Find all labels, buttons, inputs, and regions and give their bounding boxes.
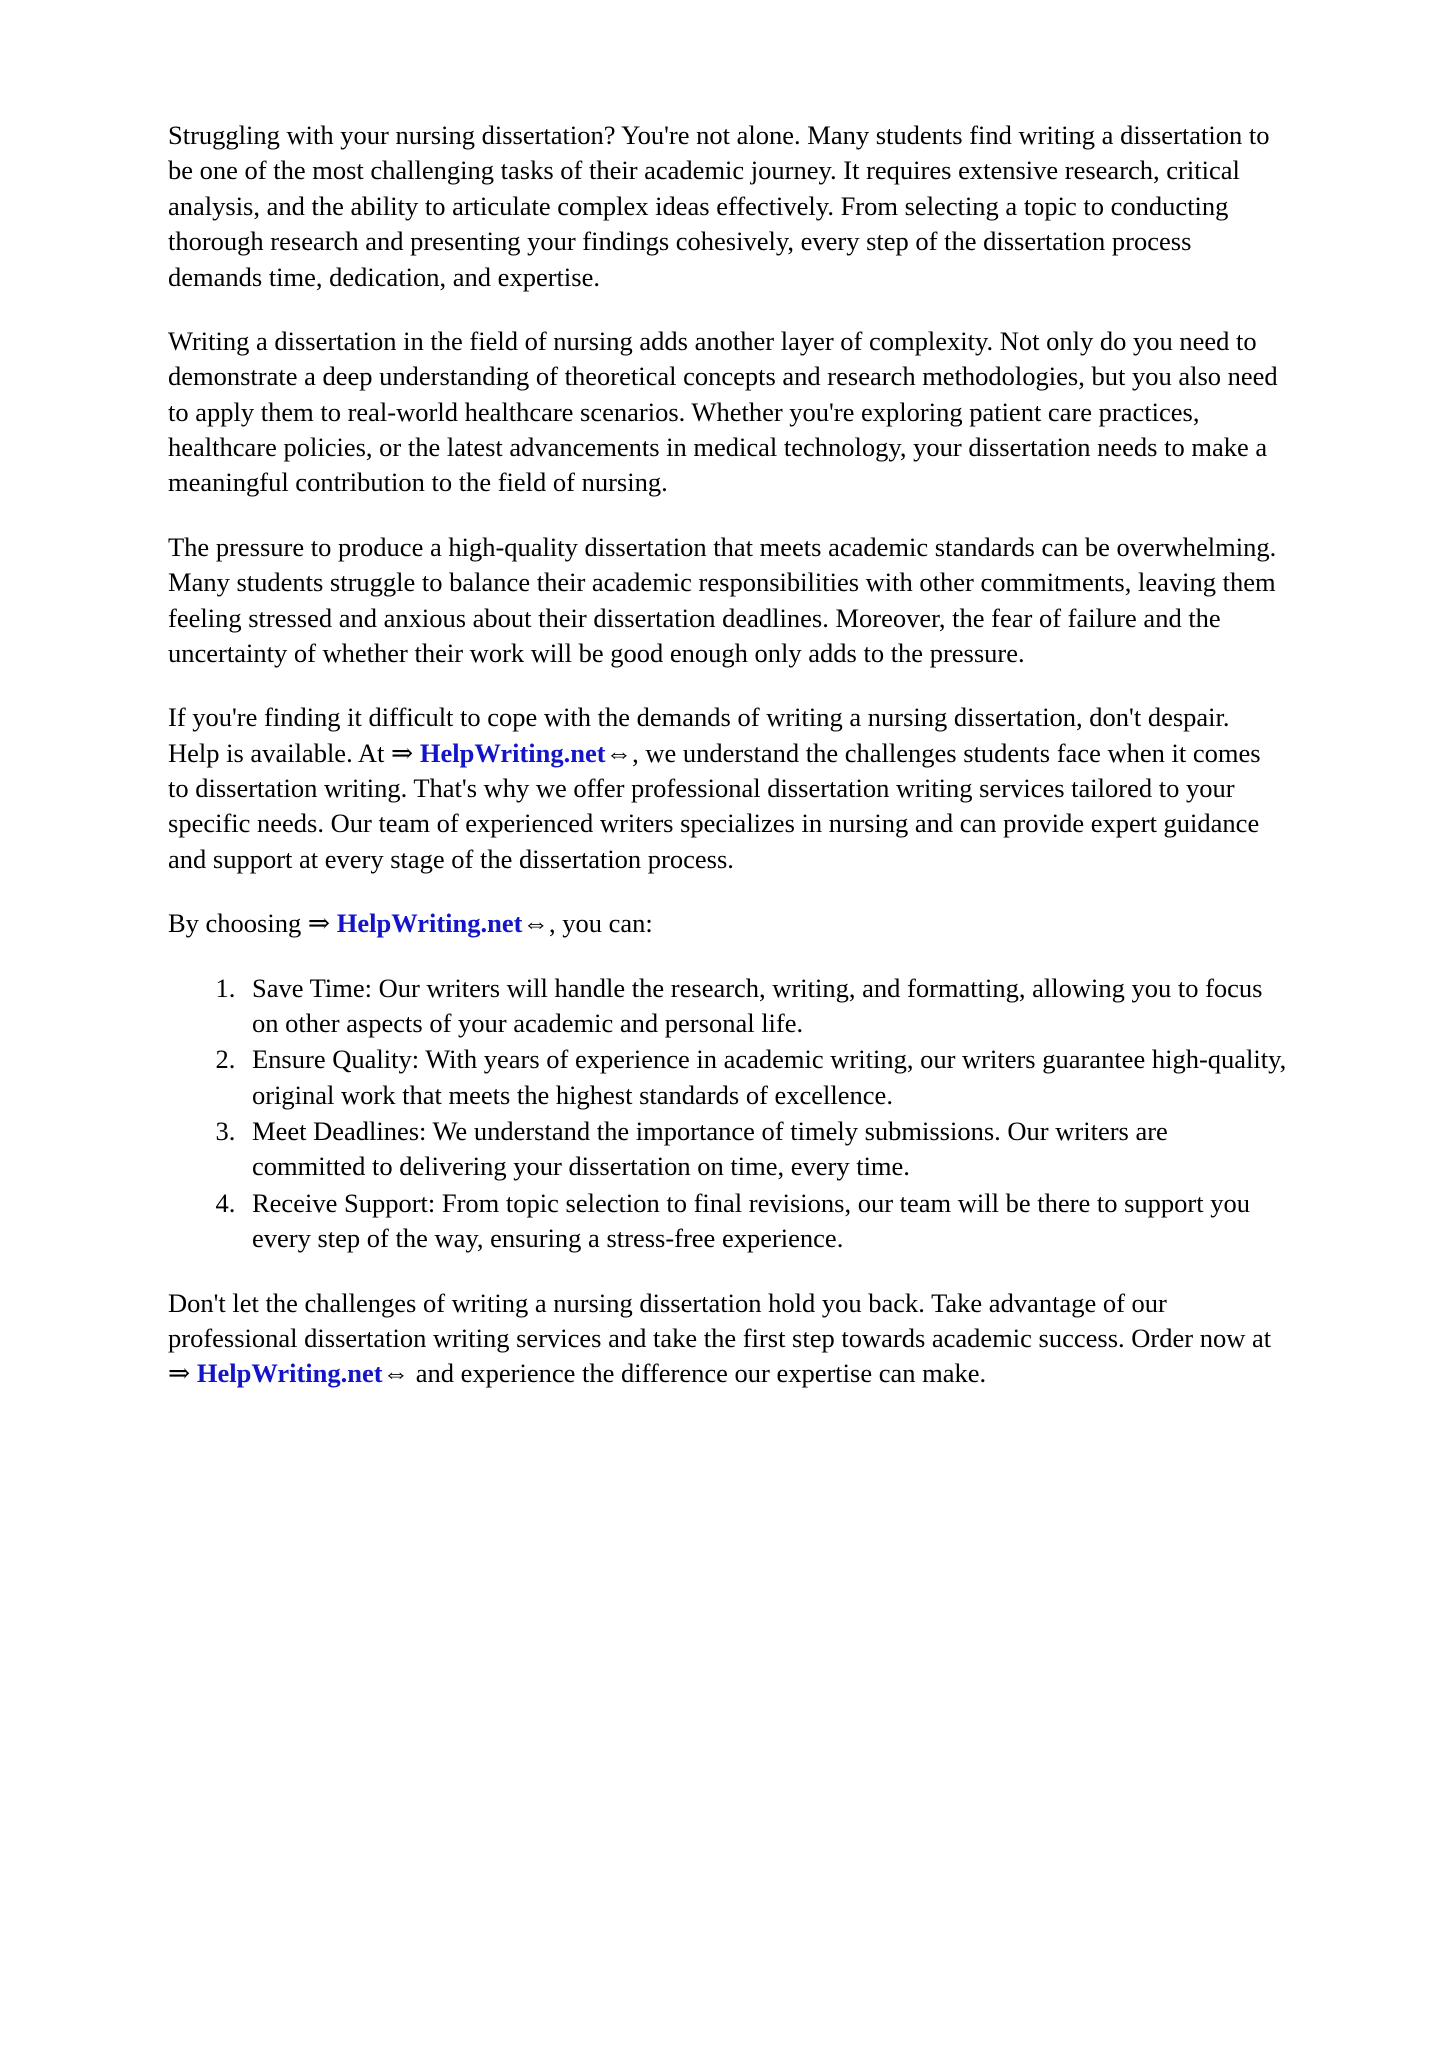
benefits-list bbox=[168, 971, 1287, 1257]
arrow-right-icon: ⇒ bbox=[168, 1358, 191, 1389]
paragraph-intro: Struggling with your nursing dissertation? You're not alone. Many students find writing a dissertation to be one of the most challenging tasks of their academic journey. It requires extensive research, critical analysis, and the ability to articulate complex ideas effectively. From selecting a topic to conducting thorough research and presenting your findings cohesively, every step of the dissertation process demands time, dedication, and expertise. bbox=[168, 120, 1270, 292]
paragraph-call-to-action bbox=[168, 1286, 1287, 1392]
paragraph-by-choosing-text-before: By choosing bbox=[168, 908, 308, 939]
paragraph-call-to-action-text-after: and experience the difference our expertise can make. bbox=[409, 1358, 987, 1389]
paragraph-help-available-text-before: If you're finding it difficult to cope with the demands of writing a nursing dissertation, don't despair. Help is available. At bbox=[168, 702, 1230, 768]
paragraph-nursing-complexity: Writing a dissertation in the field of nursing adds another layer of complexity. Not only do you need to demonstrate a deep understanding of theoretical concepts and research methodologies, but you also need to apply them to real-world healthcare scenarios. Whether you're exploring patient care practices, healthcare policies, or the latest advancements in medical technology, your dissertation needs to make a meaningful contribution to the field of nursing. bbox=[168, 325, 1278, 498]
helpwriting-link[interactable]: HelpWriting.net bbox=[196, 1358, 383, 1389]
paragraph-help-available-text-after: , we understand the challenges students face when it comes to dissertation writing. That's why we offer professional dissertation writing services tailored to your specific needs. Our team of experienced writers specializes in nursing and can provide expert guidance and support at every stage of the dissertation process. bbox=[168, 737, 1261, 874]
paragraph-by-choosing bbox=[168, 906, 1287, 941]
arrow-left-right-icon: ⇔ bbox=[605, 737, 633, 768]
arrow-left-right-icon: ⇔ bbox=[522, 908, 549, 939]
paragraph-call-to-action-text-before: Don't let the challenges of writing a nursing dissertation hold you back. Take advantage of our professional dissertation writing services and take the first step towards academic success. Order now at bbox=[168, 1287, 1272, 1353]
helpwriting-link[interactable]: HelpWriting.net bbox=[336, 908, 523, 939]
arrow-right-icon: ⇒ bbox=[391, 737, 414, 768]
paragraph-by-choosing-text-after: , you can: bbox=[548, 908, 653, 939]
paragraph-help-available bbox=[168, 700, 1287, 877]
list-item: 3. Meet Deadlines: We understand the importance of timely submissions. Our writers are committed to delivering your dissertation on time, every time. bbox=[242, 1114, 1287, 1185]
list-item: 1. Save Time: Our writers will handle the research, writing, and formatting, allowing you to focus on other aspects of your academic and personal life. bbox=[242, 971, 1287, 1042]
arrow-left-right-icon: ⇔ bbox=[382, 1358, 410, 1389]
paragraph-pressure: The pressure to produce a high-quality dissertation that meets academic standards can be overwhelming. Many students struggle to balance their academic responsibilities with other commitments, leaving them feeling stressed and anxious about their dissertation deadlines. Moreover, the fear of failure and the uncertainty of whether their work will be good enough only adds to the pressure. bbox=[168, 531, 1277, 668]
helpwriting-link[interactable]: HelpWriting.net bbox=[419, 737, 606, 768]
list-item: 2. Ensure Quality: With years of experience in academic writing, our writers guarantee high-quality, original work that meets the highest standards of excellence. bbox=[242, 1042, 1287, 1113]
arrow-right-icon: ⇒ bbox=[307, 908, 331, 939]
list-item: 4. Receive Support: From topic selection to final revisions, our team will be there to support you every step of the way, ensuring a stress-free experience. bbox=[242, 1186, 1287, 1257]
